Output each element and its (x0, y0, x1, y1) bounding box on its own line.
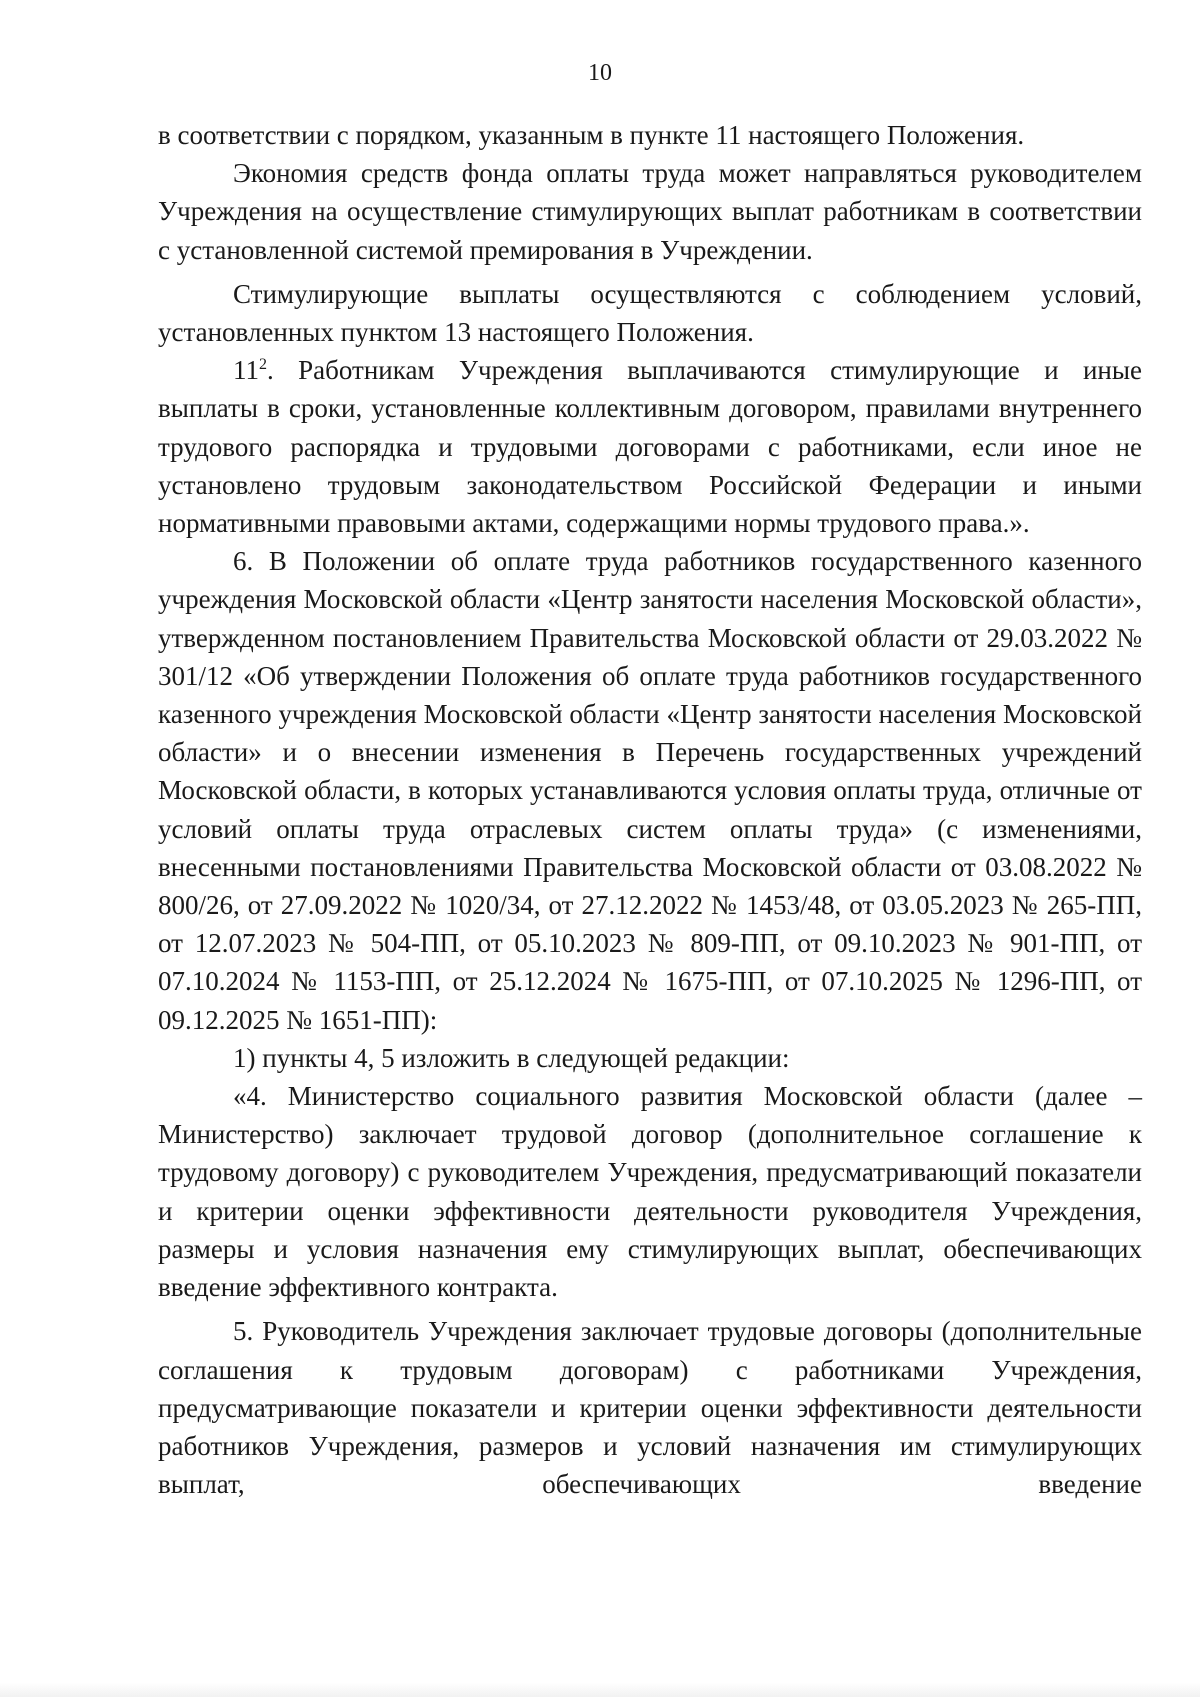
paragraph-savings: Экономия средств фонда оплаты труда может направляться руководителем Учреждения на осуществление стимулирующих выплат работникам в соответствии с установленной системой премирования в Учреждении. (158, 158, 1142, 265)
paragraph-11-2 (158, 351, 1142, 542)
paragraph-continuation: в соответствии с порядком, указанным в пункте 11 настоящего Положения. (158, 120, 1025, 150)
scan-edge-artifact (0, 1683, 1200, 1697)
paragraph-incentive-conditions: Стимулирующие выплаты осуществляются с соблюдением условий, установленных пунктом 13 настоящего Положения. (158, 278, 1142, 348)
clause-number: 11 (233, 355, 259, 386)
paragraph-item-6: 6. В Положении об оплате труда работников государственного казенного учреждения Московской области «Центр занятости населения Московской области», утвержденном постановлением Правительства Московской области от 29.03.2022 № 301/12 «Об утверждении Положения об оплате труда работников государственного казенного учреждения Московской области «Центр занятости населения Московской области» и о внесении изменения в Перечень государственных учреждений Московской области, в которых устанавливаются условия оплаты труда, отличные от условий оплаты труда отраслевых систем оплаты труда» (с изменениями, внесенными постановлениями Правительства Московской области от 03.08.2022 № 800/26, от 27.09.2022 № 1020/34, от 27.12.2022 № 1453/48, от 03.05.2023 № 265-ПП, от 12.07.2023 № 504-ПП, от 05.10.2023 № 809-ПП, от 09.10.2023 № 901-ПП, от 07.10.2024 № 1153-ПП, от 25.12.2024 № 1675-ПП, от 07.10.2025 № 1296-ПП, от 09.12.2025 № 1651-ПП): (158, 546, 1142, 1035)
paragraph-subitem-1: 1) пункты 4, 5 изложить в следующей редакции: (233, 1042, 790, 1073)
clause-text: . Работникам Учреждения выплачиваются стимулирующие и иные выплаты в сроки, установленные коллективным договором, правилами внутреннего трудового распорядка и трудовыми договорами с работниками, если иное не установлено трудовым законодательством Российской Федерации и иными нормативными правовыми актами, содержащими нормы трудового права.». (158, 355, 1142, 539)
clause-superscript: 2 (259, 356, 267, 374)
document-body (158, 116, 1142, 1503)
page-number: 10 (588, 60, 612, 86)
paragraph-clause-4: «4. Министерство социального развития Московской области (далее – Министерство) заключает трудовой договор (дополнительное соглашение к трудовому договору) с руководителем Учреждения, предусматривающий показатели и критерии оценки эффективности деятельности руководителя Учреждения, размеры и условия назначения ему стимулирующих выплат, обеспечивающих введение эффективного контракта. (158, 1081, 1142, 1303)
paragraph-clause-5: 5. Руководитель Учреждения заключает трудовые договоры (дополнительные соглашения к трудовым договорам) с работниками Учреждения, предусматривающие показатели и критерии оценки эффективности деятельности работников Учреждения, размеров и условий назначения им стимулирующих выплат, обеспечивающих введение (158, 1316, 1142, 1500)
